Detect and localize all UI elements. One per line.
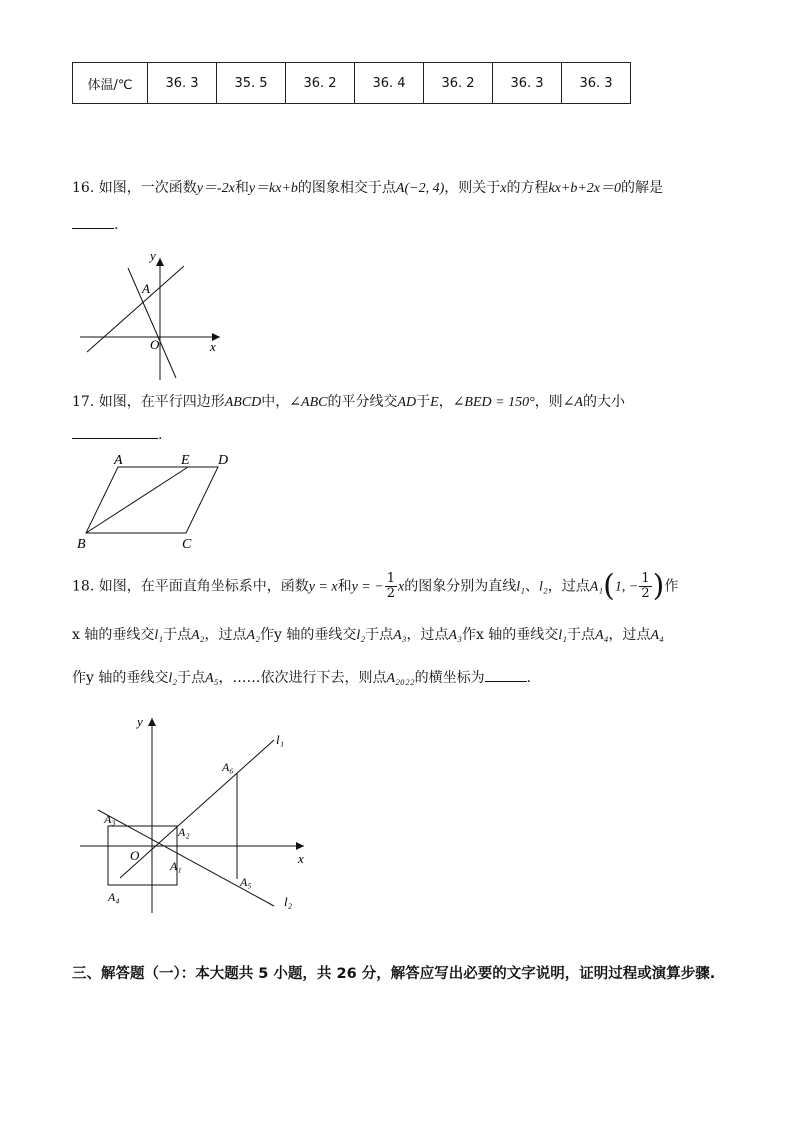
point-a-label: A	[142, 281, 150, 296]
paren-close: )	[652, 568, 665, 604]
fraction-denominator: 2	[641, 586, 650, 601]
fraction	[385, 572, 397, 601]
origin-label: O	[130, 848, 140, 863]
fraction	[639, 572, 651, 601]
point-label: A₄	[595, 628, 609, 643]
line-label: l₁	[558, 628, 568, 643]
question-text: 的图象分别为直线	[404, 578, 517, 595]
point-label: A₁	[589, 579, 604, 595]
parallelogram	[86, 467, 218, 533]
question-text: ，	[438, 394, 453, 410]
question-text: 的解是	[621, 180, 663, 196]
y-axis-arrow-icon	[148, 718, 156, 726]
figure-17	[72, 450, 242, 554]
line-label: l₁	[516, 579, 525, 595]
point-a5-label: A₅	[240, 875, 252, 889]
question-text: ，……依次进行下去，则点	[218, 670, 387, 686]
figure-18	[72, 710, 322, 920]
question-text: 于点	[163, 627, 192, 643]
point-label: A₃	[393, 628, 407, 643]
answer-line-17	[72, 424, 162, 445]
angle: ∠BED = 150°	[452, 395, 535, 410]
paren-open: (	[603, 568, 615, 604]
table-cell: 36. 2	[424, 63, 493, 104]
point-a6-label: A₆	[222, 760, 234, 774]
y-axis-arrow-icon	[156, 258, 164, 266]
question-16	[72, 178, 663, 199]
equation: x	[397, 579, 405, 595]
question-text: y 轴的垂线交	[86, 670, 169, 686]
equation: y＝kx+b	[248, 181, 298, 196]
line-l1	[120, 740, 274, 878]
question-text: 如图，一次函数	[98, 180, 197, 196]
question-text: 的大小	[582, 394, 625, 410]
point-a4-label: A₄	[108, 890, 120, 904]
question-text: 的图象相交于点	[297, 180, 396, 196]
punctuation: .	[114, 217, 119, 233]
point-e-label: E	[181, 453, 190, 468]
line-label: l₂	[356, 628, 366, 643]
angle: ∠ABC	[289, 395, 328, 410]
answer-blank[interactable]	[72, 424, 158, 439]
question-text: 如图，在平行四边形	[98, 394, 225, 410]
y-label: y	[150, 248, 156, 263]
point-a2-label: A₂	[178, 825, 190, 839]
fraction-denominator: 2	[386, 586, 395, 601]
question-number: 16.	[72, 180, 95, 196]
point-a3-label: A₃	[104, 812, 116, 826]
question-number: 18.	[72, 578, 95, 595]
point-label: A₄	[650, 628, 664, 643]
equation: y = −	[351, 579, 384, 595]
table-cell: 36. 3	[148, 63, 217, 104]
segment: AD	[397, 395, 417, 410]
question-text: 作	[72, 670, 86, 686]
point-label: A₂	[246, 628, 260, 643]
question-text: y 轴的垂线交	[273, 627, 357, 643]
line-label: l₂	[538, 579, 548, 595]
section-heading: 三、解答题（一）：本大题共 5 小题，共 26 分，解答应写出必要的文字说明，证明过程或演算步骤.	[72, 966, 716, 982]
question-text: ，则关于	[444, 180, 501, 196]
line-label: l₂	[168, 671, 178, 686]
question-18-line-1	[72, 568, 679, 604]
question-text: 的平分线交	[327, 394, 398, 410]
question-text: 的横坐标为	[414, 670, 485, 686]
table-cell: 36. 2	[286, 63, 355, 104]
variable: x	[500, 181, 507, 196]
question-text: ，过点	[547, 578, 590, 595]
question-text: 中，	[261, 394, 290, 410]
answer-blank[interactable]	[72, 214, 114, 229]
line-y-neg2x	[128, 268, 176, 378]
x-axis-arrow-icon	[296, 842, 304, 850]
question-18-line-3	[72, 667, 531, 689]
punctuation: .	[158, 427, 163, 443]
table-cell: 36. 3	[562, 63, 631, 104]
answer-blank[interactable]	[485, 667, 527, 682]
point-label: A₅	[205, 671, 219, 686]
equation: y＝-2x	[196, 181, 235, 196]
point-c-label: C	[182, 537, 192, 552]
figure-16	[72, 246, 232, 386]
coordinate: 1, −	[614, 579, 639, 595]
table-header-cell: 体温/℃	[73, 63, 148, 104]
l1-label: l₁	[276, 732, 285, 747]
table-cell: 36. 3	[493, 63, 562, 104]
question-text: ，则	[534, 394, 563, 410]
l2-label: l₂	[284, 894, 293, 909]
y-label: y	[137, 714, 143, 729]
bisector-be	[86, 467, 188, 533]
point-a1-label: A₁	[170, 859, 182, 873]
table-cell: 35. 5	[217, 63, 286, 104]
point-label: A₂	[191, 628, 205, 643]
point-b-label: B	[77, 537, 86, 552]
question-text: 作	[259, 627, 274, 643]
question-text: 作	[664, 578, 679, 595]
question-text: 于点	[365, 627, 394, 643]
construction-rectangle	[108, 826, 177, 885]
question-number: 17.	[72, 394, 95, 410]
question-text: 的方程	[506, 180, 549, 196]
point-label: A(−2, 4)	[395, 181, 445, 196]
question-text: x 轴的垂线交	[475, 627, 559, 643]
line-kx-b	[87, 266, 184, 352]
question-text: x 轴的垂线交	[72, 627, 155, 643]
point-label: A₂₀₂₂	[386, 671, 415, 686]
line-label: l₁	[154, 628, 164, 643]
equation: y = x	[308, 579, 338, 595]
origin-label: O	[150, 337, 160, 352]
table-cell: 36. 4	[355, 63, 424, 104]
question-text: 于点	[177, 670, 206, 686]
question-text: 于点	[567, 627, 596, 643]
question-17	[72, 392, 625, 413]
question-text: ，过点	[204, 627, 247, 643]
equation: kx+b+2x＝0	[548, 181, 621, 196]
question-text: 和	[234, 180, 249, 196]
question-text: 如图，在平面直角坐标系中，函数	[98, 578, 309, 595]
punctuation: .	[526, 670, 532, 686]
shape-name: ABCD	[224, 395, 262, 410]
fraction-numerator: 1	[386, 571, 395, 586]
point-a-label: A	[114, 453, 123, 468]
point-label: A₃	[448, 628, 462, 643]
x-label: x	[298, 851, 304, 866]
question-text: 作	[461, 627, 476, 643]
question-18-line-2	[72, 625, 664, 646]
question-text: 于	[416, 394, 431, 410]
x-label: x	[210, 339, 216, 354]
angle: ∠A	[562, 395, 583, 410]
answer-line-16	[72, 214, 118, 235]
question-text: 和	[337, 578, 352, 595]
temperature-table	[72, 62, 631, 104]
point-label: E	[430, 395, 439, 410]
point-d-label: D	[218, 453, 229, 468]
table-row	[73, 63, 631, 104]
question-text: ，过点	[406, 627, 449, 643]
fraction-numerator: 1	[641, 571, 650, 586]
separator: 、	[524, 578, 539, 595]
question-text: ，过点	[608, 627, 651, 643]
